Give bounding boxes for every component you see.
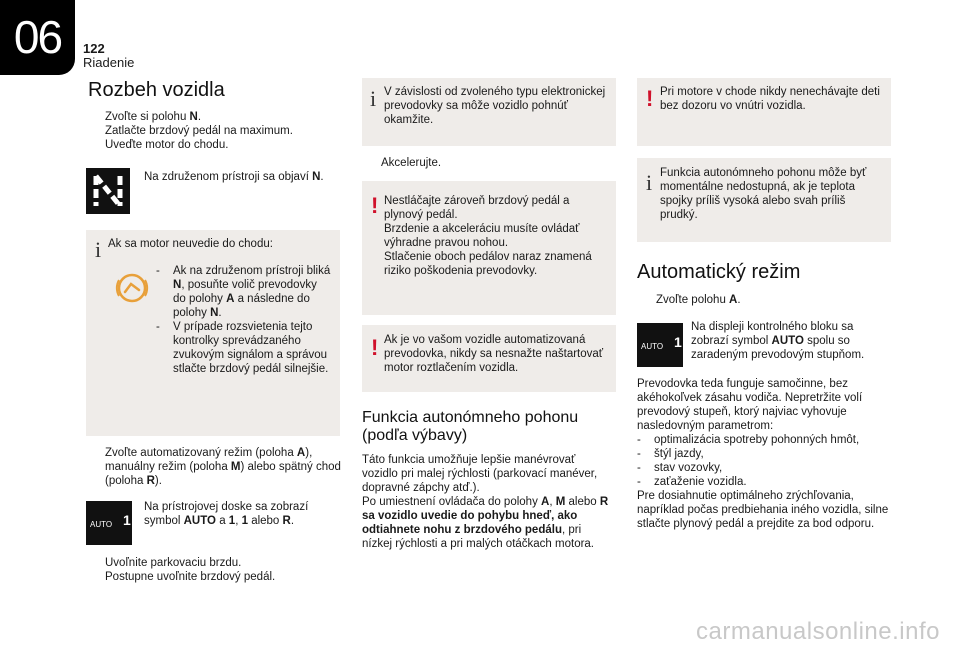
list-item: - optimalizácia spotreby pohonných hmôt,: [637, 434, 860, 446]
section-title-start: Rozbeh vozidla: [88, 79, 225, 101]
info-intro: Ak sa motor neuvedie do chodu:: [108, 238, 273, 250]
list-item: Zvoľte si polohu N.: [105, 111, 202, 123]
page-number: 122: [83, 41, 105, 56]
section-title-automatic: Automatický režim: [637, 261, 801, 283]
list-item: - zaťaženie vozidla.: [637, 476, 747, 488]
section-name: Riadenie: [83, 55, 135, 70]
list-item: Akcelerujte.: [381, 157, 442, 169]
n-symbol-icon: [86, 168, 130, 214]
list-item: Postupne uvoľnite brzdový pedál.: [105, 571, 276, 583]
gear-n-indicator-icon: [86, 168, 130, 214]
automatic-description: Prevodovka teda funguje samočinne, bez akéhokoľvek zásahu vodiča. Nepretržite volí prevodový stupeň, ktorý najviac vyhovuje nasledovným parametrom: - optimalizácia spotreby pohonných hmôt, - štýl jazdy, - stav vozovky, - zaťaženie vozidla. Pre dosiahnutie optimálneho zrýchľovania, napríklad počas predbiehania iného vozidla, silne stlačte plynový pedál a prejdite za bod odporu.: [637, 377, 891, 531]
warning-icon: !: [371, 193, 379, 218]
list-item: Zatlačte brzdový pedál na maximum.: [105, 125, 293, 137]
chapter-tab: 06: [0, 0, 75, 75]
info-steps: [156, 264, 332, 376]
info-icon: i: [646, 170, 653, 195]
list-item: Zvoľte automatizovaný režim (poloha A), manuálny režim (poloha M) alebo spätný chod (poloha R).: [105, 447, 341, 487]
warning-box-push-start: ! Ak je vo vašom vozidle automatizovaná prevodovka, nikdy sa nesnažte naštartovať motor roztlačením vozidla.: [362, 325, 616, 392]
brake-warning-icon: [114, 270, 150, 306]
final-steps: [88, 556, 338, 584]
list-item: Uveďte motor do chodu.: [105, 139, 229, 151]
list-item: - Ak na združenom prístroji bliká N, posuňte volič prevodovky do polohy A a následne do polohy N.: [156, 265, 331, 319]
list-item: - stav vozovky,: [637, 462, 723, 474]
info-box-creep-unavailable: i Funkcia autonómneho pohonu môže byť momentálne nedostupná, ak je teplota spojky príliš vysoká alebo svah príliš prudký.: [637, 158, 891, 242]
auto-mode-indicator-icon: AUTO 1: [86, 501, 132, 545]
warning-icon: !: [371, 335, 379, 360]
list-item: - V prípade rozsvietenia tejto kontrolky sprevádzaného zvukovým signálom a správou stlačte brzdový pedál silnejšie.: [156, 321, 329, 375]
info-icon: i: [370, 86, 377, 111]
section-title-creep: Funkcia autonómneho pohonu (podľa výbavy): [362, 409, 579, 444]
list-item: - štýl jazdy,: [637, 448, 704, 460]
n-indicator-text: Na združenom prístroji sa objaví N.: [144, 171, 324, 183]
info-box-engine-not-start: [86, 230, 340, 436]
warning-box-pedals: ! Nestláčajte zároveň brzdový pedál a plynový pedál. Brzdenie a akceleráciu musíte ovládať výhradne pravou nohou. Stlačenie oboch pedálov naraz znamená riziko poškodenia prevodovky.: [362, 181, 616, 315]
creep-description: Táto funkcia umožňuje lepšie manévrovať vozidlo pri malej rýchlosti (parkovací manéver, dopravné zápchy atď.). Po umiestnení ovládača do polohy A, M alebo R sa vozidlo uvedie do pohybu hneď, ako odtiahnete nohu z brzdového pedálu, pri nízkej rýchlosti a pri malých otáčkach motora.: [362, 454, 609, 550]
info-icon: i: [95, 237, 102, 262]
auto-display-text: Na displeji kontrolného bloku sa zobrazí symbol AUTO spolu so zaradeným prevodovým stupňom.: [691, 321, 865, 361]
warning-icon: !: [646, 86, 654, 111]
info-box-vehicle-move: i V závislosti od zvoleného typu elektronickej prevodovky sa môže vozidlo pohnúť okamžite.: [362, 78, 616, 146]
auto-mode-indicator-icon: AUTO 1: [637, 323, 683, 367]
list-item: Zvoľte polohu A.: [656, 294, 741, 306]
auto-indicator-text: Na prístrojovej doske sa zobrazí symbol AUTO a 1, 1 alebo R.: [144, 501, 309, 527]
parameter-list: [637, 433, 891, 489]
list-item: Uvoľnite parkovaciu brzdu.: [105, 557, 242, 569]
watermark: carmanualsonline.info: [696, 618, 940, 645]
start-steps: [88, 110, 338, 152]
warning-box-children: ! Pri motore v chode nikdy nenechávajte deti bez dozoru vo vnútri vozidla.: [637, 78, 891, 146]
